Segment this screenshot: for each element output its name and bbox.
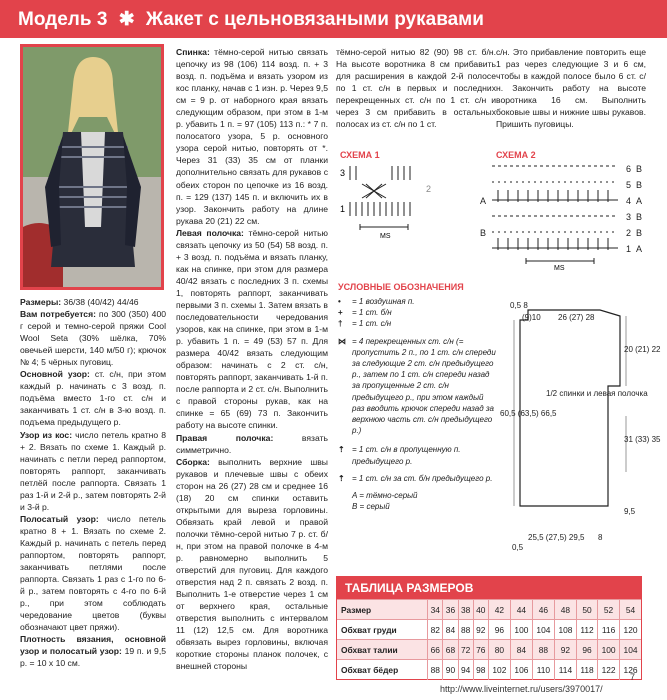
legend — [338, 296, 498, 512]
svg-text:MS: MS — [380, 233, 391, 240]
svg-text:25,5 (27,5) 29,5: 25,5 (27,5) 29,5 — [528, 533, 585, 542]
svg-text:0,5: 0,5 — [512, 543, 524, 552]
table-row: Обхват талии 66 68 72 76 80 84 88 92 96 100 104 — [337, 640, 641, 660]
paragraph: Размеры: 36/38 (40/42) 44/46 — [20, 297, 139, 307]
text-column-3 — [336, 46, 496, 142]
paragraph: Основной узор: ст. с/н, при этом каждый р. начинать с 3 возд. п. подъёма вместо 1-го ст. с/н и заканчивать 1 ст. с/н в 3-ю возд. п. подъема предыдущего р. — [20, 369, 166, 428]
svg-text:B: B — [636, 212, 643, 222]
paragraph: тёмно-серой нитью 82 (90) 98 ст. б/н. На высоте воротника 8 см прибавить для расширения в каждой 2-й полосе по 1 ст. с/н в первых и последних перекрещенных ст. с/н по 1 ст. с/н и через 3 см прибавить в остальных полосах из ст. с/н по 1 ст. — [336, 47, 496, 130]
scheme-1-diagram — [336, 162, 436, 242]
table-row: Обхват груди 82 84 88 92 96 100 104 108 112 116 120 — [337, 620, 641, 640]
svg-text:B: B — [636, 180, 643, 190]
paragraph: Узор из кос: число петель кратно 8 + 2. Вязать по схеме 1. Каждый р. начинать с петли перед раппортом, повторять раппорт, заканчивать петлёй после раппорта. Связать 1 раз 1-й и 2-й р., затем повторять 2-й и 3-й р. — [20, 429, 166, 512]
legend-item: B = серый — [352, 502, 390, 512]
svg-text:B: B — [636, 228, 643, 238]
paragraph: Спинка: тёмно-серой нитью связать цепочку из 98 (106) 114 возд. п. + 3 возд. п. подъёма и вязать узором из кос планку, начав с 1 изн. р. Через 9,5 см = 9 р. от наборного края вязать следующим образом, при этом в 1-м р. убавить 1 п. = 97 (105) 113 п.: * 7 п. полосатого узора, 5 р. основного узора серой нитью, повторять от *. Через 31 (33) 35 см от планки дополнительно связать для рукавов с обеих сторон по цепочке из 16 возд. п. = 129 (137) 145 п. и включить их в узор. Закончить работу на длине рукава 20 (21) 22 см. — [176, 47, 328, 226]
text-column-4 — [496, 46, 646, 142]
paragraph: Вам потребуется: по 300 (350) 400 г серой и темно-серой пряжи Cool Wool Seta (30% шёлка, 70% овечьей шерсти, 140 м/50 г); крючок № 4; 5 чёрных пуговиц. — [20, 309, 167, 368]
svg-text:9,5: 9,5 — [624, 507, 636, 516]
pattern-schematic — [500, 296, 661, 558]
scheme-2-title: СХЕМА 2 — [496, 150, 536, 160]
svg-text:6: 6 — [626, 164, 632, 174]
legend-item: ⋈ = 4 перекрещенных ст. с/н (= пропустить 2 п., по 1 ст. с/н спереди за следующие 2 ст. с/н предыдущего р., затем по 1 ст. с/н спереди назад за пропущенные 2 ст. с/н предыдущего р., при этом каждый раз вводить крючок спереди назад за верхнюю часть ст. с/н предыдущего р.) — [338, 336, 496, 436]
page-number: 7 — [630, 672, 636, 682]
scheme-1-title: СХЕМА 1 — [340, 150, 380, 160]
model-number: Модель 3 — [18, 9, 108, 30]
scheme-2-diagram — [478, 160, 648, 270]
svg-text:31 (33) 35: 31 (33) 35 — [624, 435, 661, 444]
svg-text:MS: MS — [554, 265, 565, 272]
svg-text:2: 2 — [426, 184, 432, 194]
paragraph: с/н. Это прибавление повторить еще 1 раз через следующие 3 и 6 см, чтобы в каждой полосе было 6 ст. с/н. Закончить работу на высоте воротника 16 см. Выполнить боковые швы и нижние швы рукавов. Пришить пуговицы. — [496, 47, 646, 130]
legend-item: A = тёмно-серый — [352, 491, 418, 501]
model-photo — [20, 44, 164, 290]
text-column-2 — [176, 46, 328, 672]
table-row: Размер 34 36 38 40 42 44 46 48 50 52 54 — [337, 600, 641, 620]
size-table-grid — [337, 599, 641, 680]
legend-item: ⇡ = 1 ст. с/н за ст. б/н предыдущего р. — [338, 473, 493, 483]
svg-text:0,5 8: 0,5 8 — [510, 301, 528, 310]
table-row: Обхват бёдер 88 90 94 98 102 106 110 114 118 122 126 — [337, 660, 641, 680]
svg-text:26 (27) 28: 26 (27) 28 — [558, 313, 595, 322]
svg-text:A: A — [636, 196, 643, 206]
svg-text:A: A — [480, 196, 487, 206]
svg-text:5: 5 — [626, 180, 632, 190]
svg-text:8: 8 — [598, 533, 603, 542]
legend-item: ⇡ = 1 ст. с/н в пропущенную п. предыдущего р. — [338, 445, 461, 466]
header-bar — [0, 0, 667, 38]
svg-text:60,5 (63,5) 66,5: 60,5 (63,5) 66,5 — [500, 409, 557, 418]
page-title — [18, 8, 484, 31]
paragraph: Полосатый узор: число петель кратно 8 + 1. Вязать по схеме 2. Каждый р. начинать с петель перед раппортом, повторять раппорт, заканчивать петлями после раппорта. Связать 1 раз с 1-го по 6-й р., затем повторять с 4-го по 6-й р., при этом соблюдать чередование цветов (буквы обозначают цвет пряжи). — [20, 513, 166, 633]
model-photo-illustration — [23, 47, 161, 287]
paragraph: Плотность вязания, основной узор и полосатый узор: 19 п. и 9,5 р. = 10 х 10 см. — [20, 634, 166, 669]
source-url[interactable]: http://www.liveinternet.ru/users/3970017/ — [440, 684, 603, 694]
svg-text:B: B — [480, 228, 487, 238]
paragraph: Сборка: выполнить верхние швы рукавов и плечевые швы с обеих сторон на 26 (27) 28 см и среднее 16 (18) 20 см спинки оставить открытыми для выреза горловины. Обвязать край левой и правой полочки тёмно-серой нитью 7 р. ст. б/н, при этом на правой полочке в 4-м р. равномерно выполнить 5 отверстий для пуговиц. Для каждого отверстия над 2 п. связать 2 возд. п. Выполнить 1-е отверстие через 1 см от верхнего края, остальные отверстия выполнить с интервалом 11 (12) 12,5 см. Для воротника обвязать вырез горловины, включая короткие стороны планок полочек, с внешней стороны — [176, 456, 328, 672]
size-table — [336, 576, 642, 680]
svg-text:1: 1 — [340, 204, 346, 214]
svg-text:B: B — [636, 164, 643, 174]
svg-text:1: 1 — [626, 244, 632, 254]
svg-text:2: 2 — [626, 228, 632, 238]
paragraph: Правая полочка: вязать симметрично. — [176, 432, 328, 455]
legend-item: † = 1 ст. с/н — [338, 319, 392, 329]
title-text: Жакет с цельновязаными рукавами — [145, 9, 484, 30]
svg-text:20 (21) 22: 20 (21) 22 — [624, 345, 661, 354]
svg-text:(9)10: (9)10 — [522, 313, 541, 322]
svg-text:A: A — [636, 244, 643, 254]
size-table-title: ТАБЛИЦА РАЗМЕРОВ — [337, 577, 641, 599]
legend-item: + = 1 ст. б/н — [338, 308, 392, 318]
svg-text:1/2 спинки и левая полочка: 1/2 спинки и левая полочка — [546, 389, 648, 398]
star-icon: ✱ — [118, 9, 135, 30]
paragraph: Левая полочка: тёмно-серой нитью связать цепочку из 50 (54) 58 возд. п. + 3 возд. п. подъёма и вязать планку, как на спинке, при этом для размера 40/42 вязать с последних 3 п. схемы 1, повторять раппорт, заканчивать первыми 3 п. схемы 1. Затем вязать в последовательности чередования узоров, как на спинке, при этом в 1-м р. убавить 1 п. = 49 (53) 57 п. Для размера 40/42 вязать следующим образом: начинать с 2 ст. с/н, повторять раппорт, заканчивать 1-й п. после раппорта и 2 ст. с/н. Выполнить с правой стороны рукав, как на спинке = 65 (69) 73 п. Закончить работу на высоте спинки. — [176, 227, 328, 431]
svg-text:3: 3 — [626, 212, 632, 222]
legend-item: • = 1 воздушная п. — [338, 297, 415, 306]
svg-text:4: 4 — [626, 196, 632, 206]
svg-text:3: 3 — [340, 168, 346, 178]
legend-title: УСЛОВНЫЕ ОБОЗНАЧЕНИЯ — [338, 282, 464, 292]
text-column-1 — [20, 296, 166, 669]
